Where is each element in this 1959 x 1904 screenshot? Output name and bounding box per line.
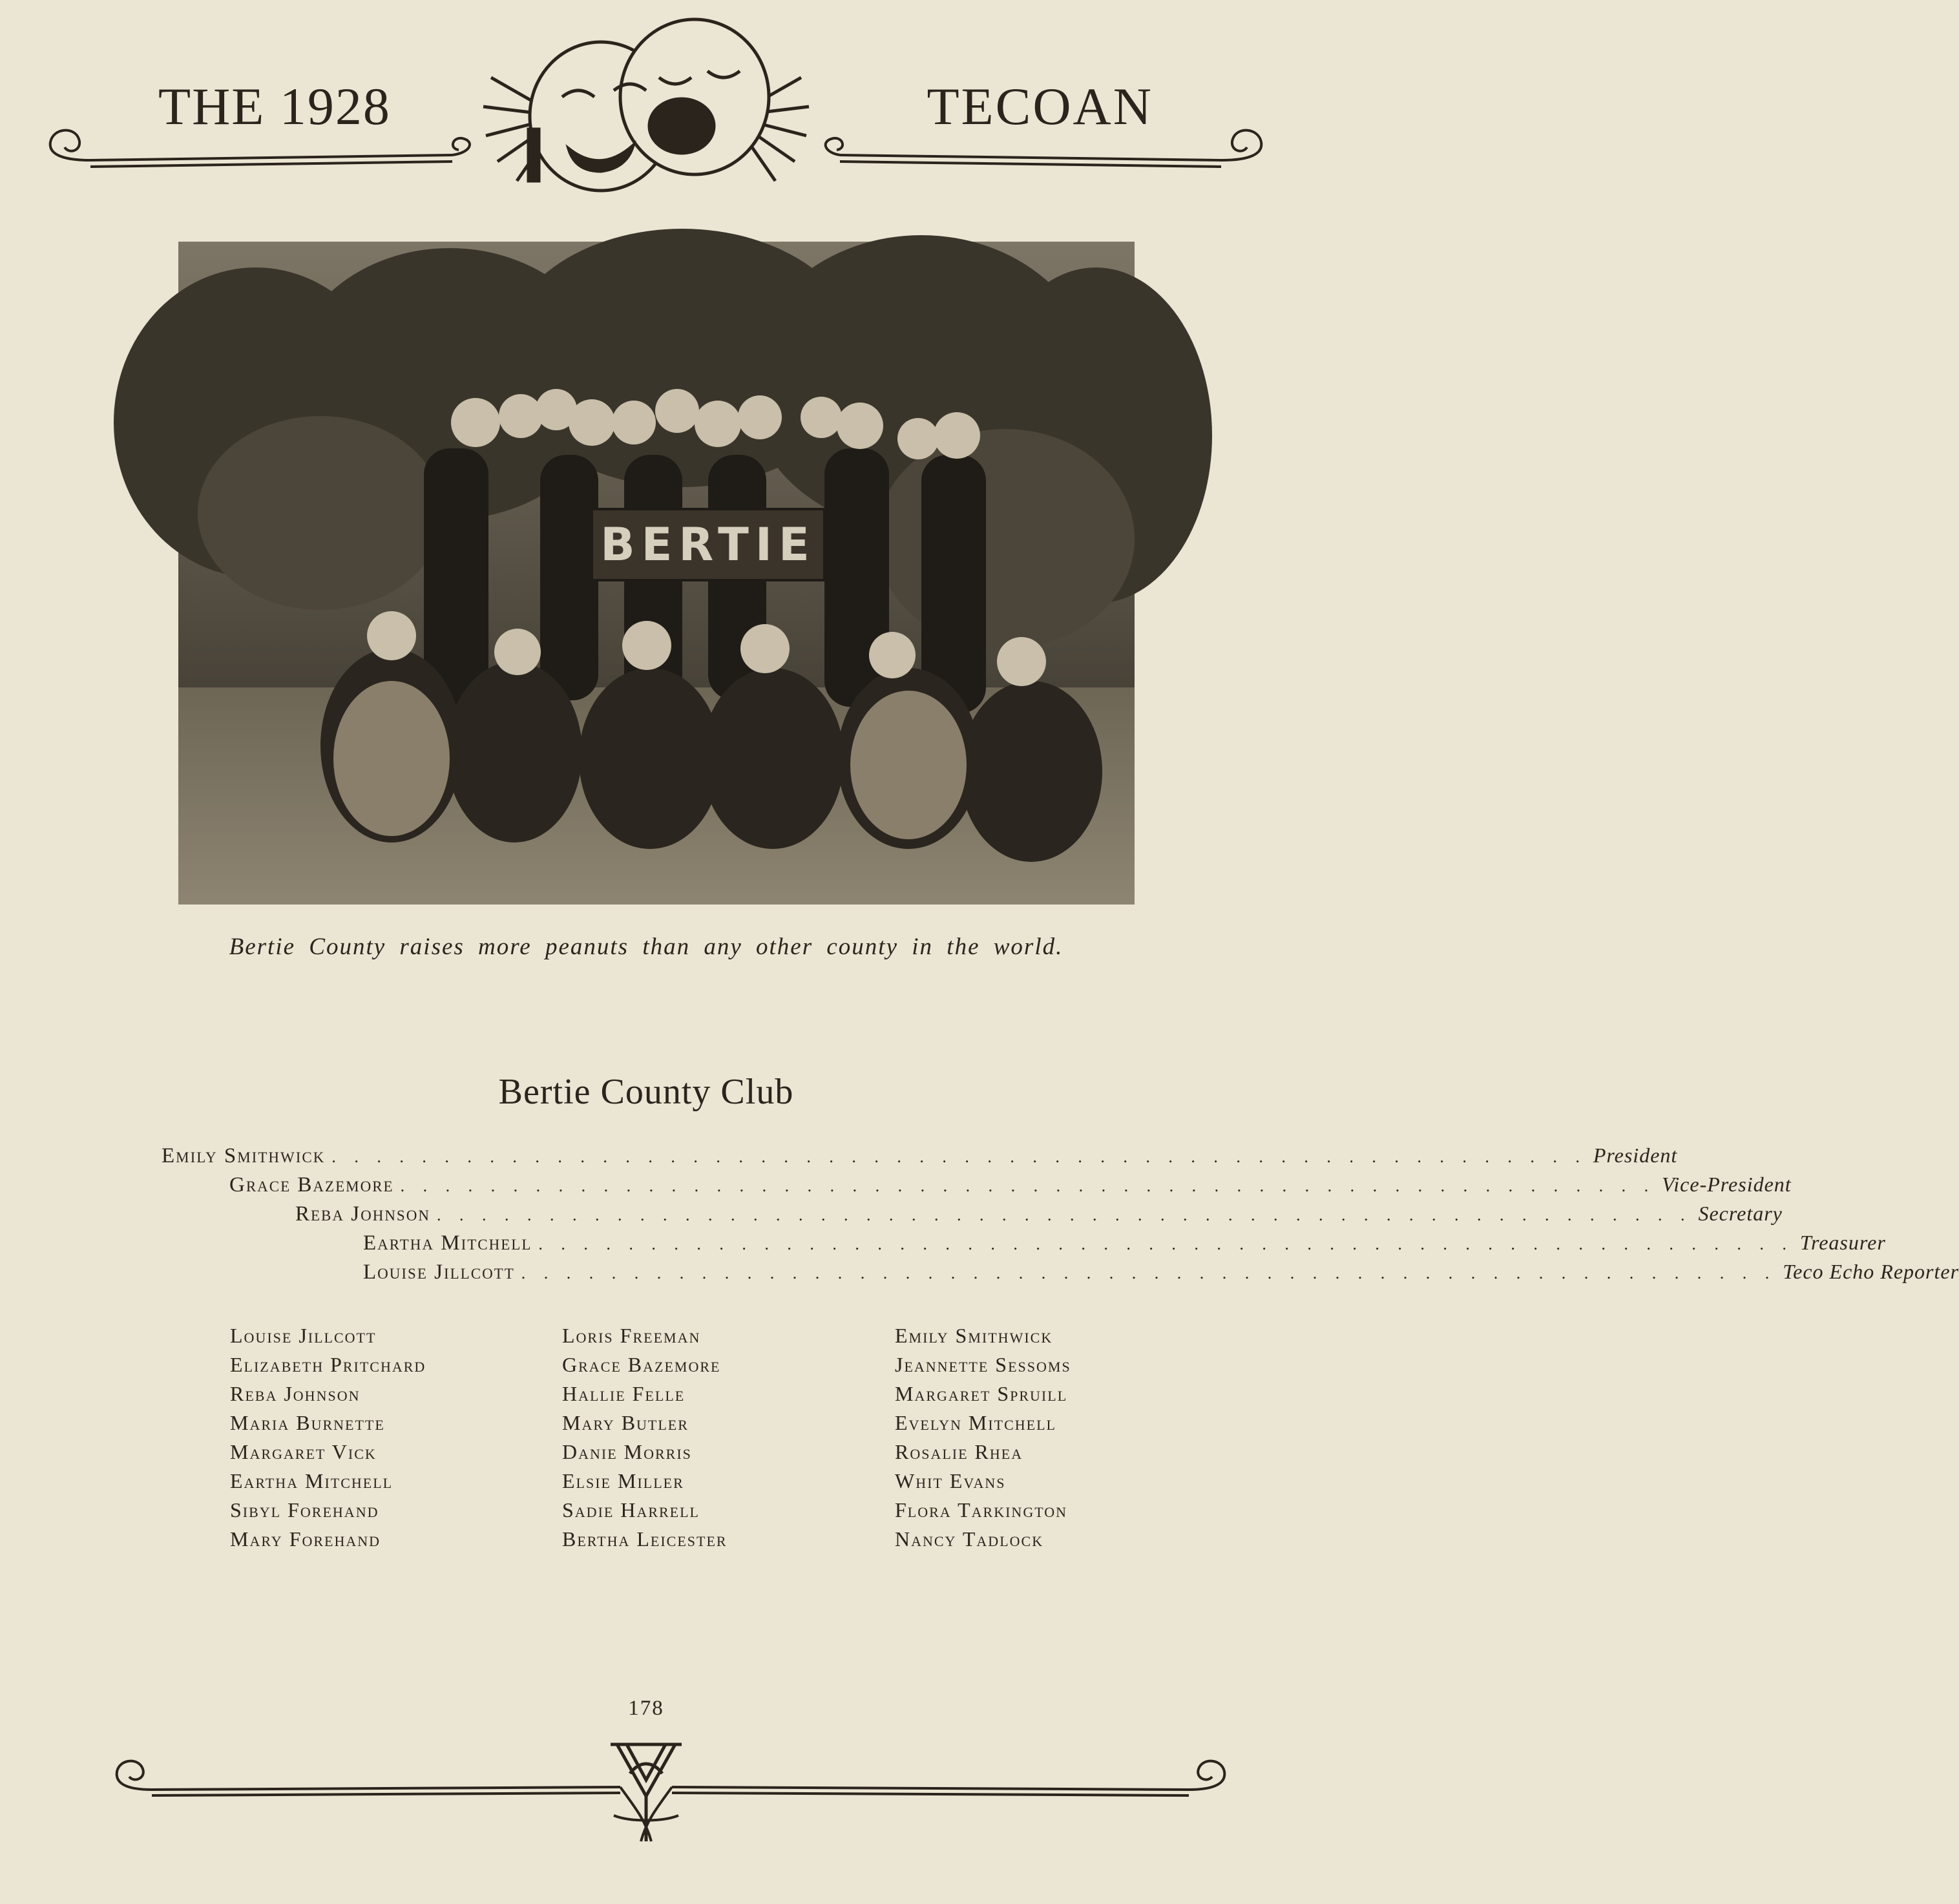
member-name: Mary Forehand — [230, 1527, 381, 1551]
page-number: 178 — [628, 1697, 664, 1720]
member-name: Whit Evans — [895, 1469, 1006, 1492]
member-name: Elsie Miller — [562, 1469, 684, 1492]
member-name: Emily Smithwick — [895, 1324, 1053, 1347]
member-name: Flora Tarkington — [895, 1498, 1068, 1522]
member-name: Rosalie Rhea — [895, 1440, 1023, 1463]
member-name: Eartha Mitchell — [230, 1469, 393, 1492]
member-name: Bertha Leicester — [562, 1527, 728, 1551]
member-name: Louise Jillcott — [230, 1324, 377, 1347]
member-name: Maria Burnette — [230, 1411, 385, 1434]
member-name: Sibyl Forehand — [230, 1498, 379, 1522]
member-name: Evelyn Mitchell — [895, 1411, 1056, 1434]
officer-row — [363, 1260, 1959, 1286]
officer-row — [162, 1144, 1678, 1169]
member-name: Mary Butler — [562, 1411, 689, 1434]
group-photograph — [178, 242, 1135, 905]
photo-caption: Bertie County raises more peanuts than any other county in the world. — [229, 934, 1063, 960]
officer-name: Eartha Mitchell — [363, 1231, 532, 1255]
member-name: Reba Johnson — [230, 1382, 361, 1405]
member-column-1 — [230, 1321, 426, 1554]
leader-dots: . . . . . . . . . . . . . . . . . . . . . . . . . . . . . . . . . . . . . . . . . . . . . . . . . . . . . . . . — [538, 1235, 1794, 1253]
member-name: Danie Morris — [562, 1440, 692, 1463]
officer-title: Secretary — [1698, 1202, 1783, 1225]
member-name: Sadie Harrell — [562, 1498, 700, 1522]
officer-title: Treasurer — [1799, 1231, 1886, 1254]
leader-dots: . . . . . . . . . . . . . . . . . . . . . . . . . . . . . . . . . . . . . . . . . . . . . . . . . . . . . . . . — [436, 1206, 1692, 1224]
member-name: Nancy Tadlock — [895, 1527, 1044, 1551]
member-column-3 — [895, 1321, 1071, 1554]
leader-dots: . . . . . . . . . . . . . . . . . . . . . . . . . . . . . . . . . . . . . . . . . . . . . . . . . . . . . . . . — [521, 1264, 1777, 1282]
member-name: Elizabeth Pritchard — [230, 1353, 426, 1376]
officer-row — [229, 1173, 1792, 1198]
header-right-title: TECOAN — [927, 77, 1153, 136]
officer-title: Vice-President — [1662, 1173, 1792, 1196]
officer-name: Reba Johnson — [295, 1202, 430, 1226]
member-column-2 — [562, 1321, 728, 1554]
member-name: Margaret Vick — [230, 1440, 377, 1463]
officer-title: Teco Echo Reporter — [1783, 1260, 1959, 1283]
theatre-masks-icon — [483, 19, 809, 191]
club-title: Bertie County Club — [498, 1072, 794, 1112]
banner-text: BERTIE — [600, 518, 816, 571]
member-name: Loris Freeman — [562, 1324, 701, 1347]
officer-name: Louise Jillcott — [363, 1261, 515, 1284]
member-name: Jeannette Sessoms — [895, 1353, 1071, 1376]
officer-row — [295, 1202, 1783, 1228]
member-name: Grace Bazemore — [562, 1353, 721, 1376]
member-name: Hallie Felle — [562, 1382, 686, 1405]
member-name: Margaret Spruill — [895, 1382, 1068, 1405]
officer-name: Grace Bazemore — [229, 1173, 394, 1197]
header-left-title: THE 1928 — [158, 77, 391, 136]
leader-dots: . . . . . . . . . . . . . . . . . . . . . . . . . . . . . . . . . . . . . . . . . . . . . . . . . . . . . . . . — [400, 1177, 1656, 1195]
officer-title: President — [1593, 1144, 1678, 1167]
officer-row — [363, 1231, 1886, 1257]
monogram-icon — [611, 1744, 682, 1841]
leader-dots: . . . . . . . . . . . . . . . . . . . . . . . . . . . . . . . . . . . . . . . . . . . . . . . . . . . . . . . . — [331, 1147, 1587, 1166]
officer-name: Emily Smithwick — [162, 1144, 326, 1167]
